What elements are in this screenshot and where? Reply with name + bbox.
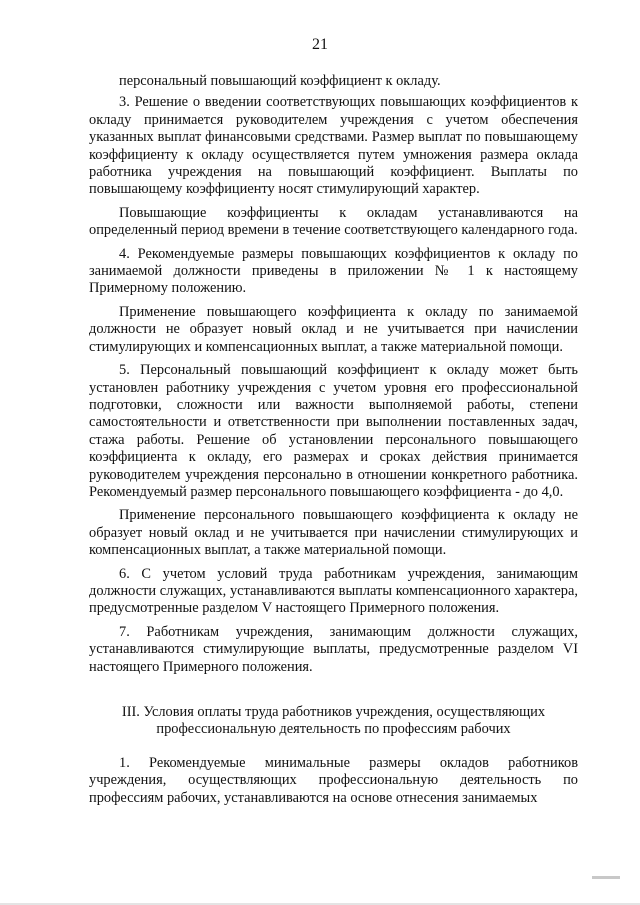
section-heading [89, 704, 578, 739]
paragraph-coefficient-period: Повышающие коэффициенты к окладам устанавливаются на определенный период времени в течение соответствующего календарного года. [89, 204, 578, 239]
section-heading-line2: профессиональную деятельность по профессиям рабочих [156, 721, 511, 738]
paragraph-item-7: 7. Работникам учреждения, занимающим должности служащих, устанавливаются стимулирующие выплаты, предусмотренные разделом VI настоящего Примерного положения. [89, 623, 578, 675]
paragraph-item-4: 4. Рекомендуемые размеры повышающих коэффициентов к окладу по занимаемой должности приведены в приложении № 1 к настоящему Примерному положению. [89, 245, 578, 297]
document-body [89, 73, 578, 813]
paragraph-item-6: 6. С учетом условий труда работникам учреждения, занимающим должности служащих, устанавливаются выплаты компенсационного характера, предусмотренные разделом V настоящего Примерного положения. [89, 565, 578, 617]
section-heading-line1: III. Условия оплаты труда работников учреждения, осуществляющих [121, 704, 546, 720]
page-number: 21 [312, 36, 328, 53]
paragraph-item-3: 3. Решение о введении соответствующих повышающих коэффициентов к окладу принимается руководителем учреждения с учетом обеспечения указанных выплат финансовыми средствами. Размер выплат по повышающему коэффициенту к окладу осуществляется путем умножения размера оклада работника учреждения на повышающий коэффициент. Выплаты по повышающему коэффициенту носят стимулирующий характер. [89, 94, 578, 198]
scan-mark [592, 876, 620, 879]
paragraph-personal-coefficient-application: Применение персонального повышающего коэффициента к окладу не образует новый оклад и не учитывается при начислении стимулирующих и компенсационных выплат, а также материальной помощи. [89, 507, 578, 559]
paragraph-position-coefficient-application: Применение повышающего коэффициента к окладу по занимаемой должности не образует новый оклад и не учитывается при начислении стимулирующих и компенсационных выплат, а также материальной помощи. [89, 303, 578, 355]
paragraph-continuation: персональный повышающий коэффициент к окладу. [119, 73, 441, 89]
paragraph-item-5: 5. Персональный повышающий коэффициент к окладу может быть установлен работнику учреждения с учетом уровня его профессиональной подготовки, сложности или важности выполняемой работы, степени самостоятельности и ответственности при выполнении поставленных задач, стажа работы. Решение об установлении персонального повышающего коэффициента к окладу, его размерах и сроках действия принимается руководителем учреждения персонально в отношении конкретного работника. Рекомендуемый размер персонального повышающего коэффициента - до 4,0. [89, 362, 578, 500]
paragraph-section3-item-1: 1. Рекомендуемые минимальные размеры окладов работников учреждения, осуществляющих профессиональную деятельность по профессиям рабочих, устанавливаются на основе отнесения занимаемых [89, 754, 578, 806]
